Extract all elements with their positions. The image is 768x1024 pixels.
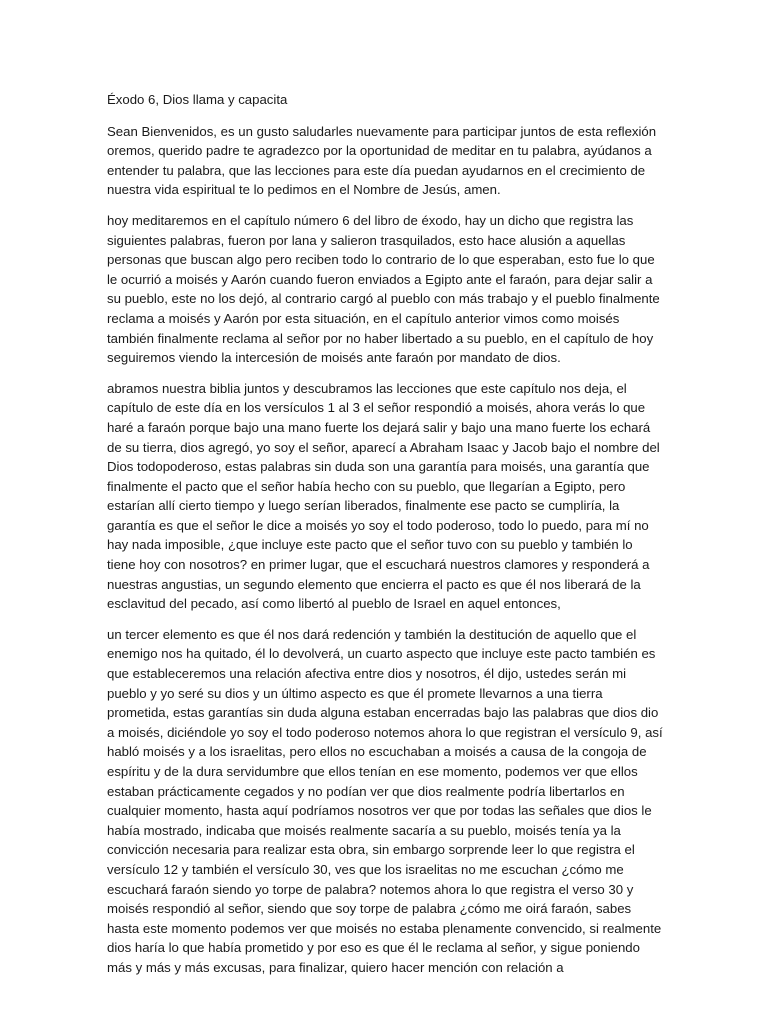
paragraph-covenant: abramos nuestra biblia juntos y descubramos las lecciones que este capítulo nos deja, el capítulo de este día en los versículos 1 al 3 el señor respondió a moisés, ahora verás lo que haré a faraón porque bajo una mano fuerte los dejará salir y bajo una mano fuerte los echará de su tierra, dios agregó, yo soy el señor, aparecí a Abraham Isaac y Jacob bajo el nombre del Dios todopoderoso, estas palabras sin duda son una garantía para moisés, una garantía que finalmente el pacto que el señor había hecho con su pueblo, que llegarían a Egipto, pero estarían allí cierto tiempo y luego serían liberados, finalmente ese pacto se cumpliría, la garantía es que el señor le dice a moisés yo soy el todo poderoso, todo lo puedo, para mí no hay nada imposible, ¿que incluye este pacto que el señor tuvo con su pueblo y también lo tiene hoy con nosotros? en primer lugar, que el escuchará nuestros clamores y responderá a nuestras angustias, un segundo elemento que encierra el pacto es que él nos liberará de la esclavitud del pecado, así como libertó al pueblo de Israel en aquel entonces, (107, 380, 660, 612)
paragraph-intro: Sean Bienvenidos, es un gusto saludarles nuevamente para participar juntos de esta reflexión oremos, querido padre te agradezco por la oportunidad de meditar en tu palabra, ayúdanos a entender tu palabra, que las lecciones para este día puedan ayudarnos en el crecimiento de nuestra vida espiritual te lo pedimos en el Nombre de Jesús, amen. (107, 123, 657, 198)
paragraph-elements: un tercer elemento es que él nos dará redención y también la destitución de aquello que el enemigo nos ha quitado, él lo devolverá, un cuarto aspecto que incluye este pacto también es que estableceremos una relación afectiva entre dios y nosotros, él dijo, ustedes serán mi pueblo y yo seré su dios y un último aspecto es que él promete llevarnos a una tierra prometida, estas garantías sin duda alguna estaban encerradas bajo las palabras que dios dio a moisés, diciéndole yo soy el todo poderoso notemos ahora lo que registran el versículo 9, así habló moisés y a los israelitas, pero ellos no escuchaban a moisés a causa de la congoja de espíritu y de la dura servidumbre que ellos tenían en ese momento, podemos ver que ellos estaban prácticamente cegados y no podían ver que dios realmente podría libertarlos en cualquier momento, hasta aquí podríamos nosotros ver que por todas las señales que dios le había mostrado, indicaba que moisés realmente sacaría a su pueblo, moisés tenía ya la convicción necesaria para realizar esta obra, sin embargo sorprende leer lo que registra el versículo 12 y también el versículo 30, ves que los israelitas no me escuchan ¿cómo me escuchará faraón siendo yo torpe de palabra? notemos ahora lo que registra el verso 30 y moisés respondió al señor, siendo que soy torpe de palabra ¿cómo me oirá faraón, sabes hasta este momento podemos ver que moisés no estaba plenamente convencido, si realmente dios haría lo que había prometido y por eso es que él le reclama al señor, y sigue poniendo más y más y más excusas, para finalizar, quiero hacer mención con relación a (107, 626, 663, 975)
document-page (107, 90, 663, 989)
document-title: Éxodo 6, Dios llama y capacita (107, 92, 288, 107)
paragraph-context: hoy meditaremos en el capítulo número 6 del libro de éxodo, hay un dicho que registra las siguientes palabras, fueron por lana y salieron trasquilados, esto hace alusión a aquellas personas que buscan algo pero reciben todo lo contrario de lo que esperaban, esto fue lo que le ocurrió a moisés y Aarón cuando fueron enviados a Egipto ante el faraón, para dejar salir a su pueblo, este no los dejó, al contrario cargó al pueblo con más trabajo y el pueblo finalmente reclama a moisés y Aarón por esta situación, en el capítulo anterior vimos como moisés también finalmente reclama al señor por no haber libertado a su pueblo, en el capítulo de hoy seguiremos viendo la intercesión de moisés ante faraón por mandato de dios. (107, 212, 660, 366)
